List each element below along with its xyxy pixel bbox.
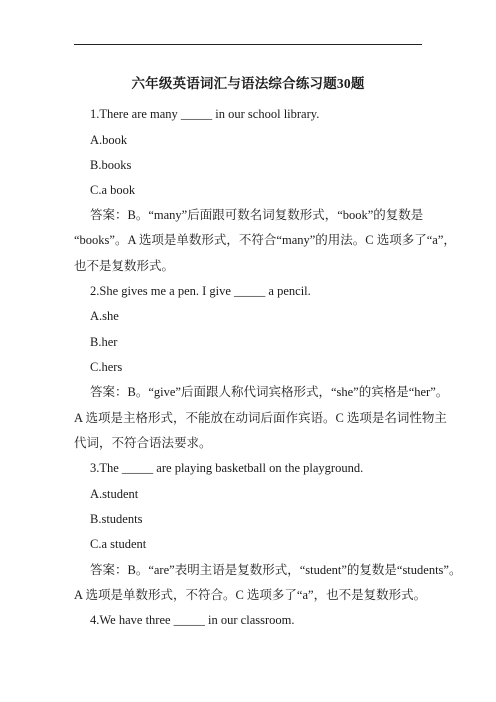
question-3-option-a: A.student xyxy=(90,487,139,501)
question-1-option-b: B.books xyxy=(90,158,132,172)
question-2-answer-line-3: 代词，不符合语法要求。 xyxy=(74,436,212,450)
question-3-answer-line-2: A 选项是单数形式，不符合。C 选项多了“a”，也不是复数形式。 xyxy=(74,588,427,602)
question-2-answer-line-1: 答案：B。“give”后面跟人称代词宾格形式，“she”的宾格是“her”。 xyxy=(90,385,449,399)
question-1-answer-line-1: 答案：B。“many”后面跟可数名词复数形式，“book”的复数是 xyxy=(90,208,424,222)
question-2-option-b: B.her xyxy=(90,335,118,349)
question-1-option-c: C.a book xyxy=(90,183,136,197)
header-rule xyxy=(74,44,422,45)
question-2-option-a: A.she xyxy=(90,309,119,323)
question-3-answer-line-1: 答案：B。“are”表明主语是复数形式，“student”的复数是“students”。 xyxy=(90,563,462,577)
question-3-option-c: C.a student xyxy=(90,537,147,551)
question-4-stem: 4.We have three _____ in our classroom. xyxy=(90,613,295,627)
question-3-option-b: B.students xyxy=(90,512,143,526)
question-3-stem: 3.The _____ are playing basketball on the playground. xyxy=(90,461,364,475)
page-title: 六年级英语词汇与语法综合练习题30题 xyxy=(131,76,365,91)
question-1-answer-line-2: “books”。A 选项是单数形式，不符合“many”的用法。C 选项多了“a”， xyxy=(74,233,456,247)
question-2-stem: 2.She gives me a pen. I give _____ a pencil. xyxy=(90,284,311,298)
question-1-answer-line-3: 也不是复数形式。 xyxy=(74,259,175,273)
question-2-option-c: C.hers xyxy=(90,360,123,374)
question-1-option-a: A.book xyxy=(90,133,128,147)
question-1-stem: 1.There are many _____ in our school library. xyxy=(90,107,320,121)
question-2-answer-line-2: A 选项是主格形式，不能放在动词后面作宾语。C 选项是名词性物主 xyxy=(74,411,447,425)
